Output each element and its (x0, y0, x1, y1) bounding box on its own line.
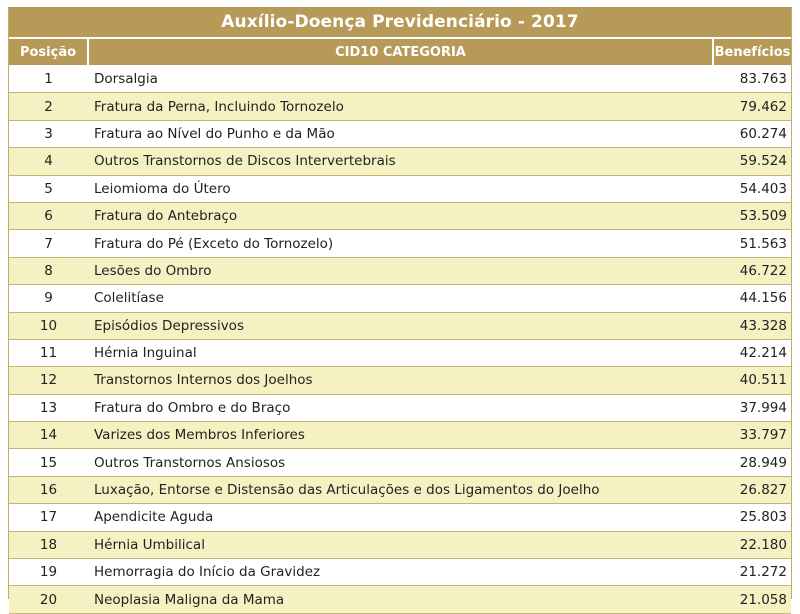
benefits-table (9, 37, 791, 614)
cell-category: Dorsalgia (88, 66, 713, 93)
header-row (9, 38, 791, 66)
table-row (9, 449, 791, 476)
cell-position: 12 (9, 367, 88, 394)
table-row (9, 202, 791, 229)
cell-benefits: 21.058 (713, 586, 791, 613)
cell-benefits: 40.511 (713, 367, 791, 394)
cell-category: Varizes dos Membros Inferiores (88, 422, 713, 449)
cell-category: Fratura do Ombro e do Braço (88, 394, 713, 421)
cell-position: 8 (9, 257, 88, 284)
table-row (9, 504, 791, 531)
table-title: Auxílio-Doença Previdenciário - 2017 (9, 7, 791, 37)
table-row (9, 66, 791, 93)
cell-category: Fratura ao Nível do Punho e da Mão (88, 120, 713, 147)
cell-benefits: 28.949 (713, 449, 791, 476)
table-frame (8, 7, 792, 608)
cell-benefits: 21.272 (713, 559, 791, 586)
table-row (9, 93, 791, 120)
cell-benefits: 25.803 (713, 504, 791, 531)
cell-category: Fratura do Antebraço (88, 202, 713, 229)
table-row (9, 175, 791, 202)
cell-category: Lesões do Ombro (88, 257, 713, 284)
cell-benefits: 42.214 (713, 339, 791, 366)
cell-category: Luxação, Entorse e Distensão das Articulações e dos Ligamentos do Joelho (88, 476, 713, 503)
cell-category: Transtornos Internos dos Joelhos (88, 367, 713, 394)
cell-position: 14 (9, 422, 88, 449)
cell-category: Leiomioma do Útero (88, 175, 713, 202)
column-header-position: Posição (9, 38, 88, 66)
cell-position: 3 (9, 120, 88, 147)
cell-category: Colelitíase (88, 285, 713, 312)
table-row (9, 285, 791, 312)
cell-position: 9 (9, 285, 88, 312)
cell-benefits: 46.722 (713, 257, 791, 284)
cell-benefits: 83.763 (713, 66, 791, 93)
table-row (9, 559, 791, 586)
cell-position: 11 (9, 339, 88, 366)
cell-position: 17 (9, 504, 88, 531)
cell-category: Outros Transtornos de Discos Intervertebrais (88, 148, 713, 175)
cell-position: 7 (9, 230, 88, 257)
cell-benefits: 59.524 (713, 148, 791, 175)
cell-benefits: 60.274 (713, 120, 791, 147)
cell-benefits: 54.403 (713, 175, 791, 202)
cell-position: 18 (9, 531, 88, 558)
column-header-benefits: Benefícios (713, 38, 791, 66)
cell-position: 13 (9, 394, 88, 421)
cell-position: 2 (9, 93, 88, 120)
table-row (9, 312, 791, 339)
cell-category: Neoplasia Maligna da Mama (88, 586, 713, 613)
cell-category: Hérnia Inguinal (88, 339, 713, 366)
table-row (9, 394, 791, 421)
cell-category: Fratura do Pé (Exceto do Tornozelo) (88, 230, 713, 257)
cell-benefits: 26.827 (713, 476, 791, 503)
cell-benefits: 37.994 (713, 394, 791, 421)
cell-position: 6 (9, 202, 88, 229)
table-row (9, 120, 791, 147)
cell-benefits: 79.462 (713, 93, 791, 120)
cell-benefits: 44.156 (713, 285, 791, 312)
column-header-category: CID10 CATEGORIA (88, 38, 713, 66)
cell-benefits: 53.509 (713, 202, 791, 229)
cell-category: Episódios Depressivos (88, 312, 713, 339)
table-row (9, 476, 791, 503)
cell-position: 16 (9, 476, 88, 503)
cell-category: Fratura da Perna, Incluindo Tornozelo (88, 93, 713, 120)
cell-benefits: 51.563 (713, 230, 791, 257)
cell-category: Apendicite Aguda (88, 504, 713, 531)
cell-category: Hemorragia do Início da Gravidez (88, 559, 713, 586)
table-row (9, 422, 791, 449)
table-row (9, 257, 791, 284)
cell-benefits: 43.328 (713, 312, 791, 339)
table-row (9, 339, 791, 366)
table-row (9, 367, 791, 394)
cell-position: 4 (9, 148, 88, 175)
cell-category: Hérnia Umbilical (88, 531, 713, 558)
cell-position: 1 (9, 66, 88, 93)
table-row (9, 230, 791, 257)
cell-position: 19 (9, 559, 88, 586)
cell-benefits: 33.797 (713, 422, 791, 449)
cell-category: Outros Transtornos Ansiosos (88, 449, 713, 476)
cell-position: 15 (9, 449, 88, 476)
cell-position: 5 (9, 175, 88, 202)
table-row (9, 531, 791, 558)
table-row (9, 148, 791, 175)
cell-position: 20 (9, 586, 88, 613)
cell-benefits: 22.180 (713, 531, 791, 558)
cell-position: 10 (9, 312, 88, 339)
